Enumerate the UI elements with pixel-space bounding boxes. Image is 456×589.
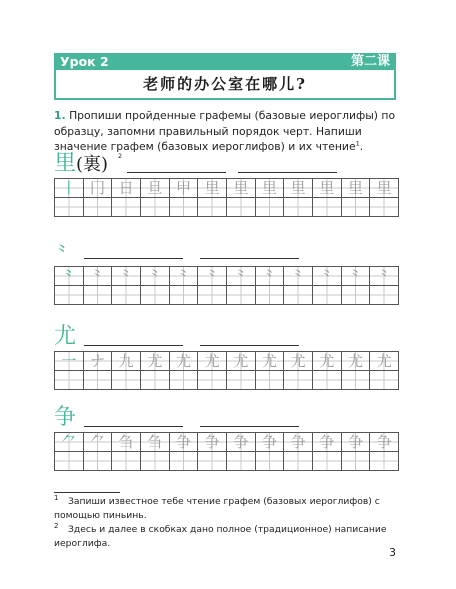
- lesson-title-box: [54, 70, 396, 100]
- grid-cell[interactable]: ⺀: [55, 267, 84, 286]
- reading-answer-line[interactable]: [200, 426, 299, 427]
- character-row-dots: [54, 240, 399, 266]
- grid-cell[interactable]: 尤: [370, 352, 399, 371]
- grid-cell[interactable]: ⺈: [84, 433, 113, 452]
- grid-cell[interactable]: [141, 452, 170, 471]
- grid-cell[interactable]: 尤: [170, 352, 199, 371]
- grid-cell[interactable]: ナ: [84, 352, 113, 371]
- grid-cell[interactable]: [170, 286, 199, 305]
- grid-cell[interactable]: 里: [256, 179, 285, 198]
- grid-cell[interactable]: 争: [170, 433, 199, 452]
- grid-cell[interactable]: [84, 286, 113, 305]
- grid-cell[interactable]: 争: [342, 433, 371, 452]
- grid-cell[interactable]: ⺀: [141, 267, 170, 286]
- footnote-divider: [54, 492, 120, 493]
- lesson-label-chinese: 第二课: [350, 54, 390, 69]
- grid-cell[interactable]: [227, 452, 256, 471]
- grid-cell[interactable]: 里: [227, 179, 256, 198]
- grid-cell[interactable]: 尤: [284, 352, 313, 371]
- task-instruction: [54, 108, 399, 155]
- grid-cell[interactable]: [256, 286, 285, 305]
- model-character: ⺀: [54, 242, 71, 261]
- grid-cell[interactable]: [342, 452, 371, 471]
- grid-cell[interactable]: 冂: [84, 179, 113, 198]
- grid-cell[interactable]: 尤: [256, 352, 285, 371]
- grid-cell[interactable]: [370, 371, 399, 390]
- grid-cell[interactable]: [370, 452, 399, 471]
- grid-cell[interactable]: [170, 452, 199, 471]
- grid-cell[interactable]: [198, 371, 227, 390]
- writing-grid-zheng: [54, 432, 399, 471]
- meaning-answer-line[interactable]: [84, 426, 183, 427]
- grid-cell[interactable]: 争: [198, 433, 227, 452]
- task-number: 1.: [54, 109, 66, 122]
- grid-cell[interactable]: [141, 286, 170, 305]
- footnote: 1 Запиши известное тебе чтение графем (базовых иероглифов) с помощью пиньинь.: [54, 493, 380, 521]
- grid-cell[interactable]: ⺀: [313, 267, 342, 286]
- grid-cell[interactable]: [256, 452, 285, 471]
- grid-cell[interactable]: ⺀: [342, 267, 371, 286]
- grid-cell[interactable]: ⺀: [227, 267, 256, 286]
- character-row-li: [54, 152, 399, 178]
- grid-cell[interactable]: ⺀: [170, 267, 199, 286]
- grid-cell[interactable]: [370, 198, 399, 217]
- grid-cell[interactable]: [84, 371, 113, 390]
- reading-answer-line[interactable]: [200, 258, 299, 259]
- meaning-answer-line[interactable]: [84, 345, 183, 346]
- grid-cell[interactable]: 争: [256, 433, 285, 452]
- grid-cell[interactable]: [342, 198, 371, 217]
- grid-cell[interactable]: ⺈: [55, 433, 84, 452]
- grid-cell[interactable]: 里: [370, 179, 399, 198]
- grid-cell[interactable]: ⺀: [370, 267, 399, 286]
- grid-cell[interactable]: 里: [284, 179, 313, 198]
- grid-cell[interactable]: 里: [313, 179, 342, 198]
- grid-cell[interactable]: [84, 198, 113, 217]
- character-row-you: [54, 325, 399, 351]
- grid-cell[interactable]: ⺀: [198, 267, 227, 286]
- grid-cell[interactable]: [55, 371, 84, 390]
- character-row-zheng: [54, 406, 399, 432]
- grid-cell[interactable]: [55, 452, 84, 471]
- grid-cell[interactable]: 刍: [112, 433, 141, 452]
- lesson-header-band: [54, 53, 396, 70]
- page-number: 3: [389, 546, 396, 559]
- footnote-text: Запиши известное тебе чтение графем (базовых иероглифов) с помощью пиньинь.: [54, 496, 380, 521]
- task-end: .: [359, 140, 364, 153]
- grid-cell[interactable]: [284, 198, 313, 217]
- grid-cell[interactable]: [198, 452, 227, 471]
- grid-cell[interactable]: [227, 371, 256, 390]
- grid-cell[interactable]: [370, 286, 399, 305]
- grid-cell[interactable]: 尤: [342, 352, 371, 371]
- grid-cell[interactable]: [227, 286, 256, 305]
- grid-cell[interactable]: [112, 286, 141, 305]
- grid-cell[interactable]: [55, 286, 84, 305]
- model-character: 争: [54, 405, 77, 430]
- grid-cell[interactable]: 里: [342, 179, 371, 198]
- grid-cell[interactable]: 丨: [55, 179, 84, 198]
- grid-cell[interactable]: [256, 371, 285, 390]
- grid-cell[interactable]: [112, 371, 141, 390]
- model-character: 尤: [54, 324, 77, 349]
- grid-cell[interactable]: 九: [112, 352, 141, 371]
- footnote: 2 Здесь и далее в скобках дано полное (традиционное) написание иероглифа.: [54, 521, 387, 549]
- grid-cell[interactable]: 尤: [141, 352, 170, 371]
- footnote-ref: 2: [118, 152, 123, 160]
- grid-cell[interactable]: [342, 371, 371, 390]
- footnote-ref: 1: [355, 139, 360, 148]
- grid-cell[interactable]: ⺀: [84, 267, 113, 286]
- grid-cell[interactable]: [342, 286, 371, 305]
- grid-cell[interactable]: [227, 198, 256, 217]
- grid-cell[interactable]: 旦: [141, 179, 170, 198]
- reading-answer-line[interactable]: [238, 172, 337, 173]
- footnote-text: Здесь и далее в скобках дано полное (традиционное) написание иероглифа.: [54, 524, 387, 549]
- grid-cell[interactable]: [141, 371, 170, 390]
- grid-cell[interactable]: [112, 198, 141, 217]
- reading-answer-line[interactable]: [200, 345, 299, 346]
- character-glyph: 里: [54, 151, 77, 176]
- grid-cell[interactable]: 日: [112, 179, 141, 198]
- grid-cell[interactable]: 争: [284, 433, 313, 452]
- grid-cell[interactable]: 甲: [170, 179, 199, 198]
- grid-cell[interactable]: ⺀: [284, 267, 313, 286]
- traditional-character: (裏): [76, 154, 109, 175]
- meaning-answer-line[interactable]: [127, 172, 226, 173]
- grid-cell[interactable]: 争: [370, 433, 399, 452]
- footnotes: [54, 495, 399, 551]
- grid-cell[interactable]: [313, 452, 342, 471]
- grid-cell[interactable]: 里: [198, 179, 227, 198]
- grid-cell[interactable]: [112, 452, 141, 471]
- grid-cell[interactable]: ⺀: [112, 267, 141, 286]
- grid-cell[interactable]: [84, 452, 113, 471]
- grid-cell[interactable]: [170, 371, 199, 390]
- writing-grid-li: [54, 178, 399, 217]
- grid-cell[interactable]: 一: [55, 352, 84, 371]
- writing-grid-you: [54, 351, 399, 390]
- grid-cell[interactable]: [256, 198, 285, 217]
- grid-cell[interactable]: [198, 286, 227, 305]
- grid-cell[interactable]: 争: [313, 433, 342, 452]
- grid-cell[interactable]: [55, 198, 84, 217]
- grid-cell[interactable]: 尤: [313, 352, 342, 371]
- grid-cell[interactable]: [284, 286, 313, 305]
- grid-cell[interactable]: [313, 371, 342, 390]
- grid-cell[interactable]: [284, 452, 313, 471]
- lesson-title: 老师的办公室在哪儿?: [143, 75, 307, 93]
- grid-cell[interactable]: 争: [227, 433, 256, 452]
- meaning-answer-line[interactable]: [84, 258, 183, 259]
- grid-cell[interactable]: [284, 371, 313, 390]
- lesson-label: Урок 2: [60, 54, 109, 69]
- writing-grid-dots: [54, 266, 399, 305]
- grid-cell[interactable]: ⺀: [256, 267, 285, 286]
- task-text: Пропиши пройденные графемы (базовые иероглифы) по образцу, запомни правильный порядок черт. Напиши значение графем (базовых иероглифов) и их чтение: [54, 109, 396, 153]
- model-character: [54, 152, 108, 177]
- grid-cell[interactable]: 尤: [198, 352, 227, 371]
- grid-cell[interactable]: [170, 198, 199, 217]
- grid-cell[interactable]: [141, 198, 170, 217]
- grid-cell[interactable]: 尤: [227, 352, 256, 371]
- grid-cell[interactable]: 刍: [141, 433, 170, 452]
- grid-cell[interactable]: [313, 286, 342, 305]
- grid-cell[interactable]: [313, 198, 342, 217]
- grid-cell[interactable]: [198, 198, 227, 217]
